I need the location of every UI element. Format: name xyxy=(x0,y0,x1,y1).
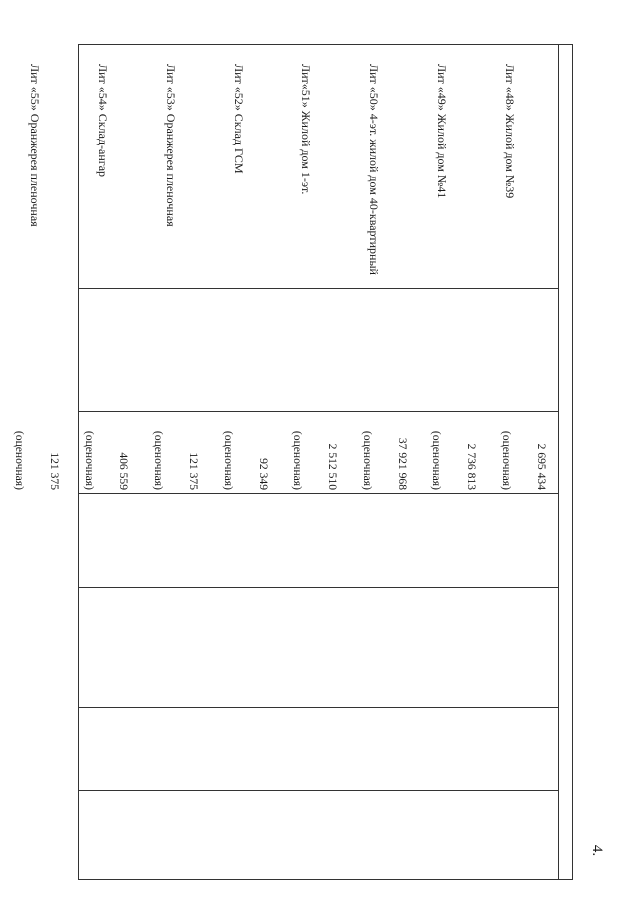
list-item: Лит «52» Склад ГСМ xyxy=(231,64,246,174)
value-text: (оценочная) xyxy=(82,430,96,490)
table-divider xyxy=(79,707,558,708)
value-text: (оценочная) xyxy=(13,430,27,490)
value-text: 2 512 510 xyxy=(326,443,340,490)
value-text: 2 695 434 xyxy=(534,443,548,490)
value-text: (оценочная) xyxy=(360,430,374,490)
object-names-column xyxy=(0,64,566,299)
list-item: Лит «53» Оранжерея пленочная xyxy=(163,64,178,227)
value-text: (оценочная) xyxy=(291,430,305,490)
list-item: Лит«51» Жилой дом 1-эт. xyxy=(299,64,314,195)
value-text: 92 349 xyxy=(256,458,270,490)
value-text: (оценочная) xyxy=(430,430,444,490)
list-item: Лит «48» Жилой дом №39 xyxy=(502,64,517,199)
values-column xyxy=(0,412,570,490)
value-text: 121 375 xyxy=(187,452,200,490)
value-text: 37 921 968 xyxy=(395,437,409,490)
value-text: (оценочная) xyxy=(152,430,166,490)
list-item: Лит «55» Оранжерея пленочная xyxy=(28,64,43,227)
list-item: Лит «50» 4-эт. жилой дом 40-квартирный xyxy=(367,64,382,275)
value-text: 121 375 xyxy=(47,452,61,490)
value-text: 2 736 813 xyxy=(465,443,479,490)
value-text: (оценочная) xyxy=(221,430,235,490)
list-item: Лит «54» Склад-ангар xyxy=(96,64,111,178)
table-divider xyxy=(79,493,558,494)
table-divider xyxy=(79,587,558,588)
table-divider xyxy=(79,790,558,791)
value-text: (оценочная) xyxy=(500,430,514,490)
page-number: 4. xyxy=(588,844,605,857)
list-item: Лит «49» Жилой дом №41 xyxy=(435,64,450,199)
value-text: 406 559 xyxy=(117,452,131,490)
